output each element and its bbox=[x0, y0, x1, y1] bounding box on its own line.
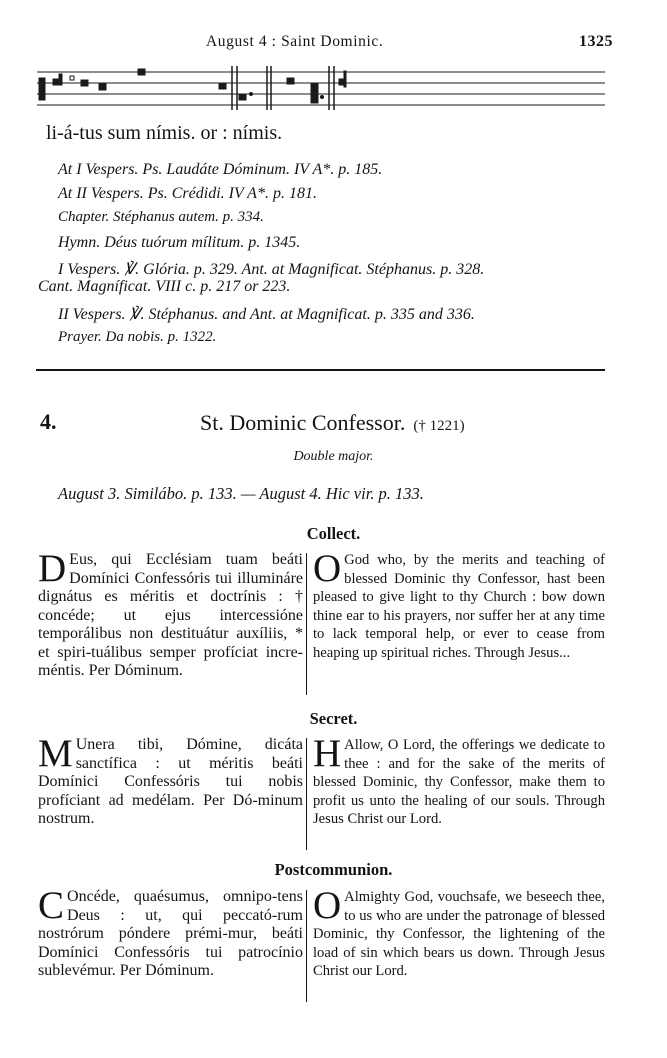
office-note: At I Vespers. Ps. Laudáte Dóminum. IV A*. p. 185. bbox=[58, 161, 383, 178]
page-number: 1325 bbox=[579, 33, 613, 50]
secret-english bbox=[313, 732, 605, 829]
office-note: I Vespers. ℣. Glória. p. 329. Ant. at Magnificat. Stéphanus. p. 328. bbox=[58, 261, 485, 278]
postcommunion-heading: Postcommunion. bbox=[274, 860, 393, 879]
office-note: Prayer. Da nobis. p. 1322. bbox=[58, 329, 217, 345]
office-note: Hymn. Déus tuórum mílitum. p. 1345. bbox=[58, 234, 301, 251]
feast-rank: Double major. bbox=[293, 449, 374, 464]
office-note: Chapter. Stéphanus autem. p. 334. bbox=[58, 209, 264, 225]
clef-mark bbox=[39, 78, 45, 100]
office-note: Cant. Magníficat. VIII c. p. 217 or 223. bbox=[38, 278, 291, 295]
secret-latin bbox=[38, 732, 303, 829]
secret-english-text: Allow, O Lord, the offerings we dedicate to thee : and for the sake of the merits of blessed Dominic, thy Confessor, make them to profit us unto the healing of our souls. Through Jesus Christ our Lord. bbox=[313, 737, 605, 827]
office-note: At II Vespers. Ps. Crédidi. IV A*. p. 181. bbox=[58, 185, 317, 202]
drop-cap: D bbox=[38, 547, 67, 590]
section-divider bbox=[36, 369, 605, 371]
feast-title: St. Dominic Confessor. bbox=[200, 410, 406, 435]
feast-title-line bbox=[200, 410, 465, 436]
collect-english bbox=[313, 547, 605, 662]
collect-heading: Collect. bbox=[306, 524, 361, 543]
feast-date-note: († 1221) bbox=[413, 418, 465, 434]
running-head-title: August 4 : Saint Dominic. bbox=[206, 33, 384, 50]
collect-latin-text: Eus, qui Ecclésiam tuam beáti Domínici Confessóris tui illumináre dignátus es méritis et doctrínis : † concéde; ut ejus intercessióne temporálibus non destituátur auxíliis, * et spiri-tuálibus semper profíciat incre-méntis. Per Dóminum. bbox=[38, 551, 303, 679]
collect-latin bbox=[38, 547, 303, 681]
postcommunion-latin bbox=[38, 884, 303, 981]
column-divider bbox=[306, 890, 307, 1002]
postcommunion-english-text: Almighty God, vouchsafe, we beseech thee, to us who are under the patronage of blessed Dominic, thy Confessor, the lightening of the load of sin which bears us down. Through Jesus Christ our Lord. bbox=[313, 889, 605, 979]
column-divider bbox=[306, 738, 307, 850]
secret-heading: Secret. bbox=[309, 709, 358, 728]
drop-cap: O bbox=[313, 884, 342, 927]
column-divider bbox=[306, 553, 307, 695]
secret-latin-text: Unera tibi, Dómine, dicáta sanctífica : ut méritis beáti Domínici Confessóris tui nobis profíciant ad medélam. Per Dó-minum nostrum. bbox=[38, 736, 303, 827]
postcommunion-english bbox=[313, 884, 605, 981]
collect-english-text: God who, by the merits and teaching of blessed Dominic thy Confessor, hast been pleased to give light to thy Church : bow down thine ear to his prayers, nor suffer her at any time to lack temporal help, or ever to cease from heaping up spiritual riches. Through Jesus... bbox=[313, 552, 605, 661]
drop-cap: H bbox=[313, 732, 342, 775]
chant-staff bbox=[37, 66, 605, 114]
drop-cap: C bbox=[38, 884, 65, 927]
feast-number: 4. bbox=[40, 409, 57, 434]
drop-cap: M bbox=[38, 732, 73, 775]
office-note: II Vespers. ℣. Stéphanus. and Ant. at Magnificat. p. 335 and 336. bbox=[58, 306, 475, 323]
drop-cap: O bbox=[313, 547, 342, 590]
chant-lyric: li-á-tus sum nímis. or : nímis. bbox=[46, 122, 283, 144]
postcommunion-latin-text: Oncéde, quaésumus, omnipo-tens Deus : ut, qui peccató-rum nostrórum póndere prémi-mur, beáti Domínici Confessóris tui patrocínio sublevémur. Per Dóminum. bbox=[38, 888, 303, 979]
feast-intro: August 3. Similábo. p. 133. — August 4. Hic vir. p. 133. bbox=[58, 484, 424, 503]
